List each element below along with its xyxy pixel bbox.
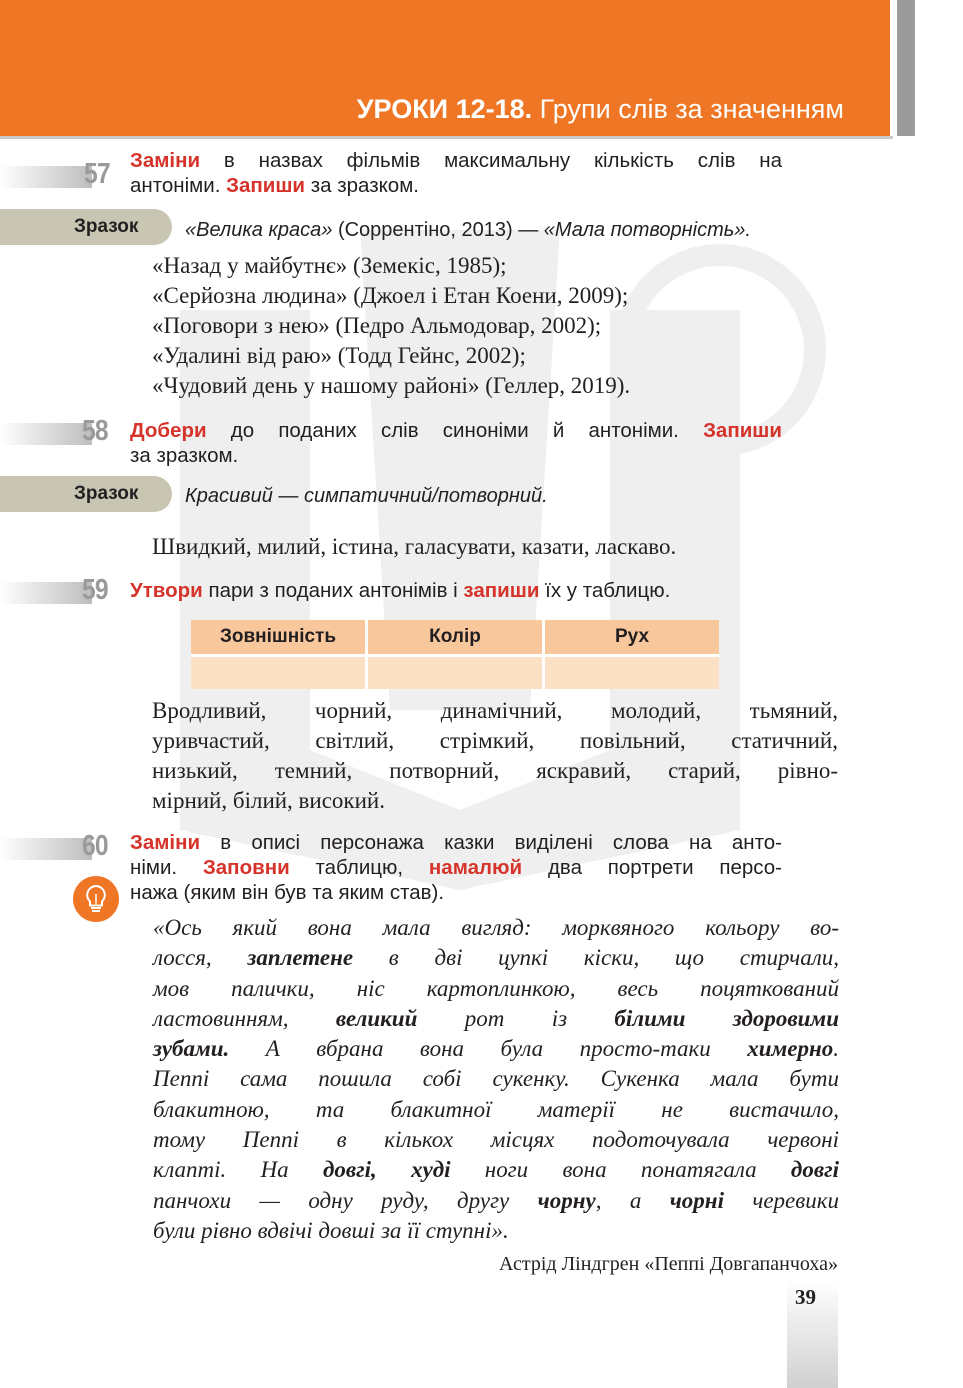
sample-label: Зразок — [74, 216, 139, 237]
excerpt-text: «Ось який вона мала вигляд: морквяного кольору во- — [153, 915, 839, 940]
sample-antonym-title: «Мала потворність». — [543, 219, 751, 241]
ex59-text-2: їх у таблицю. — [545, 579, 671, 602]
ex59-words-line: низький, темний, потворний, яскравий, старий, рівно- — [152, 758, 838, 783]
exercise-60-bar — [0, 838, 92, 860]
excerpt-author: Астрід Ліндгрен «Пеппі Довгапанчоха» — [499, 1253, 838, 1275]
header-divider — [0, 136, 893, 139]
highlighted-word: зубами. — [153, 1036, 230, 1062]
header-side-strip — [897, 0, 915, 136]
ex60-text-5: нажа (яким він був та яким став). — [130, 881, 445, 904]
ex58-verb-1: Добери — [130, 419, 207, 442]
ex57-text-2: антоніми. — [130, 174, 221, 197]
ex60-text-3: таблицю, — [315, 856, 404, 879]
table-cell — [191, 654, 365, 689]
exercise-59-bar — [0, 582, 92, 604]
excerpt-line — [153, 1034, 839, 1064]
ex57-text-1: в назвах фільмів максимальну кількість слів на — [223, 149, 783, 172]
exercise-57-number: 57 — [84, 158, 110, 190]
ex58-words: Швидкий, милий, істина, галасувати, казати, ласкаво. — [152, 534, 677, 559]
ex58-verb-2: Запиши — [703, 419, 782, 442]
exercise-60-number: 60 — [82, 830, 108, 862]
excerpt-line — [153, 1095, 839, 1125]
ex59-words-line: уривчастий, світлий, стрімкий, повільний, статичний, — [152, 728, 838, 753]
ex60-text-1: в описі персонажа казки виділені слова на анто- — [220, 831, 782, 854]
film-item: «Назад у майбутнє» (Земекіс, 1985); — [152, 253, 507, 278]
ex60-verb-2: Заповни — [202, 856, 290, 879]
highlighted-word: чорні — [669, 1187, 724, 1213]
excerpt-text: черевики — [723, 1187, 839, 1213]
excerpt-line — [153, 1125, 839, 1155]
highlighted-word: довгі, худі — [322, 1157, 451, 1183]
excerpt-text: ноги вона понатягала — [450, 1157, 791, 1183]
ex60-text-4: два портрети персо- — [547, 856, 782, 879]
excerpt-text: мов палички, ніс картоплинкою, весь поцяткований — [153, 975, 839, 1001]
film-item: «Поговори з нею» (Педро Альмодовар, 2002); — [152, 313, 602, 338]
excerpt-line — [153, 913, 839, 943]
excerpt-line — [153, 1186, 839, 1216]
ex57-verb-1: Заміни — [130, 149, 201, 172]
ex59-words-line: Вродливий, чорний, динамічний, молодий, тьмяний, — [152, 698, 838, 723]
excerpt-text: клапті. На — [153, 1157, 323, 1183]
exercise-57-task — [130, 148, 782, 198]
excerpt-text: , а — [595, 1187, 670, 1213]
exercise-57-bar — [0, 166, 92, 188]
excerpt-text: тому Пеппі в кількох місцях подоточувала червоні — [153, 1127, 839, 1153]
ex58-text-1: до поданих слів синоніми й антоніми. — [230, 419, 679, 442]
ex57-verb-2: Запиши — [226, 174, 306, 197]
table-header-color: Колір — [368, 620, 542, 654]
film-item: «Удалині від раю» (Тодд Гейнс, 2002); — [152, 343, 526, 368]
exercise-60-task — [130, 830, 782, 905]
ex59-words — [152, 696, 838, 816]
excerpt-text: . — [833, 1036, 839, 1062]
excerpt-text: ластовинням, — [153, 1005, 336, 1031]
excerpt-text: блакитною, та блакитної матерії не вистачило, — [153, 1096, 839, 1122]
ex60-verb-1: Заміни — [130, 831, 201, 854]
ex58-text-2: за зразком. — [130, 444, 239, 467]
lightbulb-icon — [73, 876, 119, 922]
table-cell — [545, 654, 719, 689]
excerpt-line — [153, 974, 839, 1004]
highlighted-word: заплетене — [247, 945, 354, 971]
ex58-sample: Красивий — симпатичний/потворний. — [185, 485, 548, 507]
excerpt-text: Пеппі сама пошила собі сукенку. Сукенка мала бути — [153, 1066, 839, 1092]
lesson-topic: Групи слів за значенням — [539, 94, 844, 124]
exercise-58-task — [130, 418, 782, 468]
highlighted-word: довгі — [790, 1157, 839, 1183]
excerpt-line — [153, 1004, 839, 1034]
table-cell — [368, 654, 542, 689]
highlighted-word: химерно — [747, 1036, 834, 1062]
exercise-58-number: 58 — [82, 415, 108, 447]
sample-credit: (Соррентіно, 2013) — — [337, 219, 539, 241]
ex60-text-2: німи. — [130, 856, 178, 879]
ex60-verb-3: намалюй — [428, 856, 523, 879]
ex60-excerpt — [153, 913, 839, 1246]
excerpt-text: А вбрана вона була просто-таки — [229, 1036, 748, 1062]
excerpt-text: в дві цупкі кіски, що стирчали, — [353, 945, 840, 971]
ex59-verb-1: Утвори — [130, 579, 203, 602]
sample-original-title: «Велика краса» — [185, 219, 333, 241]
ex59-text-1: пари з поданих антонімів і — [208, 579, 458, 602]
ex59-verb-2: запиши — [463, 579, 540, 602]
table-header-motion: Рух — [545, 620, 719, 654]
ex57-text-3: за зразком. — [310, 174, 419, 197]
sample-tab-57 — [0, 209, 172, 245]
ex57-film-list — [152, 251, 630, 401]
highlighted-word: білими здоровими — [614, 1005, 839, 1031]
lesson-range: УРОКИ 12-18. — [356, 94, 533, 124]
film-item: «Чудовий день у нашому районі» (Геллер, 2019). — [152, 373, 631, 398]
excerpt-line — [153, 1216, 839, 1246]
exercise-59-number: 59 — [82, 574, 108, 606]
film-item: «Серйозна людина» (Джоел і Етан Коени, 2009); — [152, 283, 629, 308]
exercise-58-bar — [0, 423, 92, 445]
excerpt-text: рот із — [417, 1005, 615, 1031]
highlighted-word: чорну — [537, 1187, 596, 1213]
ex59-table — [188, 620, 722, 689]
excerpt-line — [153, 1155, 839, 1185]
highlighted-word: великий — [335, 1005, 418, 1031]
excerpt-line — [153, 943, 839, 973]
page-title — [357, 94, 844, 125]
excerpt-text: панчохи — одну руду, другу — [153, 1187, 538, 1213]
sample-label: Зразок — [74, 483, 139, 504]
sample-tab-58 — [0, 476, 172, 512]
ex59-words-line: мірний, білий, високий. — [152, 788, 385, 813]
page-number: 39 — [795, 1285, 816, 1309]
excerpt-text: лосся, — [153, 945, 248, 971]
table-header-appearance: Зовнішність — [191, 620, 365, 654]
excerpt-line — [153, 1064, 839, 1094]
ex57-sample — [185, 219, 751, 242]
exercise-59-task — [130, 578, 670, 603]
excerpt-text: були рівно вдвічі довші за її ступні». — [153, 1217, 509, 1243]
